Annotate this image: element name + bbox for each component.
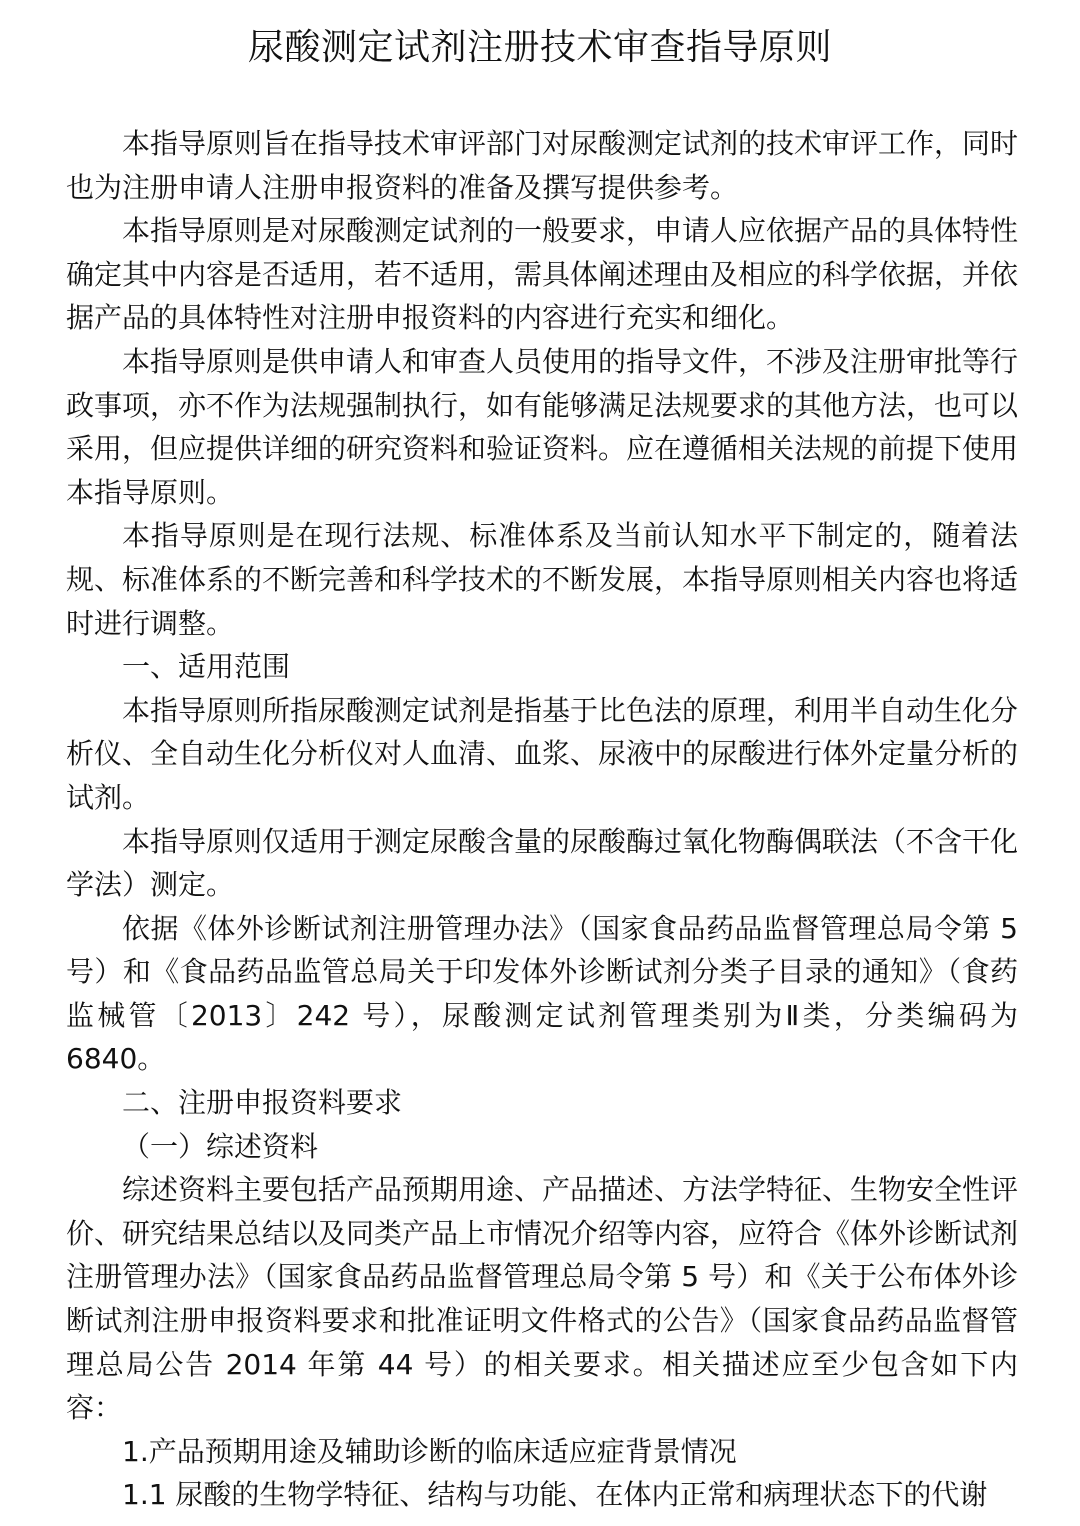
paragraph-purpose: 本指导原则旨在指导技术审评部门对尿酸测定试剂的技术审评工作，同时也为注册申请人注册申报资料的准备及撰写提供参考。: [66, 127, 1019, 204]
document-title: 尿酸测定试剂注册技术审查指导原则: [247, 27, 832, 68]
paragraph-method-limit: 本指导原则仅适用于测定尿酸含量的尿酸酶过氧化物酶偶联法（不含干化学法）测定。: [66, 824, 1019, 902]
paragraph-adjustment: 本指导原则是在现行法规、标准体系及当前认知水平下制定的，随着法规、标准体系的不断完善和科学技术的不断发展，本指导原则相关内容也将适时进行调整。: [66, 519, 1019, 640]
document-body: [66, 122, 1018, 1517]
paragraph-general-requirements: 本指导原则是对尿酸测定试剂的一般要求，申请人应依据产品的具体特性确定其中内容是否适用，若不适用，需具体阐述理由及相应的科学依据，并依据产品的具体特性对注册申报资料的内容进行充实和细化。: [66, 214, 1019, 335]
item-heading-biology: 1.1 尿酸的生物学特征、结构与功能、在体内正常和病理状态下的代谢: [122, 1478, 988, 1512]
section-heading-scope: 一、适用范围: [122, 650, 291, 684]
paragraph-reagent-definition: 本指导原则所指尿酸测定试剂是指基于比色法的原理，利用半自动生化分析仪、全自动生化分析仪对人血清、血浆、尿液中的尿酸进行体外定量分析的试剂。: [66, 693, 1019, 814]
item-heading-intended-use: 1.产品预期用途及辅助诊断的临床适应症背景情况: [122, 1434, 737, 1468]
section-heading-requirements: 二、注册申报资料要求: [122, 1086, 403, 1120]
subsection-heading-overview: （一）综述资料: [122, 1129, 319, 1163]
paragraph-classification: 依据《体外诊断试剂注册管理办法》（国家食品药品监督管理总局令第 5 号）和《食品药品监管总局关于印发体外诊断试剂分类子目录的通知》（食药监械管〔2013〕242 号），尿酸测定试剂管理类别为Ⅱ类，分类编码为 6840。: [66, 911, 1018, 1076]
paragraph-overview-content: 综述资料主要包括产品预期用途、产品描述、方法学特征、生物安全性评价、研究结果总结以及同类产品上市情况介绍等内容，应符合《体外诊断试剂注册管理办法》（国家食品药品监督管理总局令第 5 号）和《关于公布体外诊断试剂注册申报资料要求和批准证明文件格式的公告》（国家食品药品监督管理总局公告 2014 年第 44 号）的相关要求。相关描述应至少包含如下内容：: [66, 1173, 1019, 1425]
paragraph-usage-scope: 本指导原则是供申请人和审查人员使用的指导文件，不涉及注册审批等行政事项，亦不作为法规强制执行，如有能够满足法规要求的其他方法，也可以采用，但应提供详细的研究资料和验证资料。应在遵循相关法规的前提下使用本指导原则。: [66, 344, 1019, 509]
